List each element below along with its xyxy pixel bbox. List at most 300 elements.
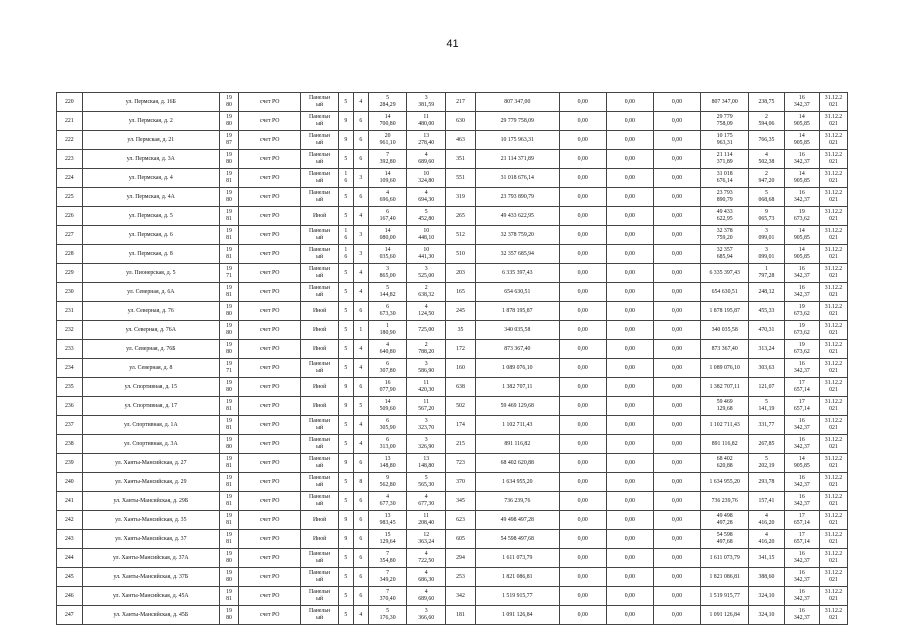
cell-cost-regional: 0,00: [606, 587, 653, 606]
cell-total-area: 1 180,90: [368, 321, 407, 340]
cell-total-cost: 32 357 685,94: [476, 245, 560, 264]
cell-floors: 5: [338, 587, 353, 606]
cell-floors: 1 6: [338, 226, 353, 245]
cell-row-number: 226: [57, 207, 83, 226]
cell-cost-per-sqm: 341,15: [749, 549, 784, 568]
cell-max-cost-per-sqm: 16 342,37: [784, 587, 819, 606]
cell-cost-per-sqm: 157,41: [749, 492, 784, 511]
cell-address: ул. Ханты-Мансийская, д. 45А: [82, 587, 219, 606]
cell-wall-material: Иной: [301, 397, 339, 416]
cell-total-cost: 736 239,76: [476, 492, 560, 511]
cell-fund-method: счет РО: [239, 150, 301, 169]
cell-cost-regional: 0,00: [606, 150, 653, 169]
cell-max-cost-per-sqm: 16 342,37: [784, 568, 819, 587]
cell-deadline: 31.12.2 021: [820, 511, 848, 530]
cell-max-cost-per-sqm: 19 673,62: [784, 302, 819, 321]
cell-total-cost: 31 018 676,14: [476, 169, 560, 188]
cell-deadline: 31.12.2 021: [820, 340, 848, 359]
cell-residents: 174: [446, 416, 476, 435]
cell-cost-federal: 0,00: [559, 416, 606, 435]
cell-deadline: 31.12.2 021: [820, 454, 848, 473]
cell-row-number: 235: [57, 378, 83, 397]
cell-total-cost: 68 402 620,88: [476, 454, 560, 473]
cell-cost-owners: 873 367,40: [701, 340, 749, 359]
cell-wall-material: Иной: [301, 378, 339, 397]
cell-wall-material: Иной: [301, 511, 339, 530]
cell-deadline: 31.12.2 021: [820, 283, 848, 302]
cell-cost-per-sqm: 293,78: [749, 473, 784, 492]
cell-row-number: 236: [57, 397, 83, 416]
cell-floors: 5: [338, 302, 353, 321]
cell-total-area: 5 284,29: [368, 93, 407, 112]
cell-address: ул. Пермская, д. 4: [82, 169, 219, 188]
cell-year-built: 19 71: [219, 359, 238, 378]
cell-residents: 345: [446, 492, 476, 511]
table-row: [57, 473, 848, 492]
cell-living-area: 4 686,30: [407, 568, 446, 587]
cell-total-cost: 29 779 758,09: [476, 112, 560, 131]
cell-year-built: 19 80: [219, 435, 238, 454]
cell-fund-method: счет РО: [239, 359, 301, 378]
cell-floors: 5: [338, 416, 353, 435]
cell-row-number: 244: [57, 549, 83, 568]
cell-wall-material: Панельн ый: [301, 473, 339, 492]
cell-cost-owners: 31 018 676,14: [701, 169, 749, 188]
cell-row-number: 232: [57, 321, 83, 340]
cell-cost-federal: 0,00: [559, 549, 606, 568]
cell-address: ул. Пермская, д. 6: [82, 226, 219, 245]
cell-fund-method: счет РО: [239, 549, 301, 568]
cell-deadline: 31.12.2 021: [820, 131, 848, 150]
table-row: [57, 359, 848, 378]
cell-residents: 245: [446, 302, 476, 321]
cell-deadline: 31.12.2 021: [820, 169, 848, 188]
cell-cost-local: 0,00: [653, 245, 700, 264]
cell-deadline: 31.12.2 021: [820, 150, 848, 169]
cell-cost-local: 0,00: [653, 169, 700, 188]
cell-max-cost-per-sqm: 16 342,37: [784, 549, 819, 568]
cell-row-number: 229: [57, 264, 83, 283]
cell-fund-method: счет РО: [239, 416, 301, 435]
cell-deadline: 31.12.2 021: [820, 245, 848, 264]
cell-max-cost-per-sqm: 14 905,85: [784, 245, 819, 264]
cell-row-number: 240: [57, 473, 83, 492]
cell-cost-local: 0,00: [653, 283, 700, 302]
cell-deadline: 31.12.2 021: [820, 530, 848, 549]
cell-total-cost: 654 630,51: [476, 283, 560, 302]
cell-address: ул. Спортивная, д. 17: [82, 397, 219, 416]
cell-total-cost: 1 091 126,84: [476, 606, 560, 625]
cell-cost-federal: 0,00: [559, 207, 606, 226]
cell-fund-method: счет РО: [239, 264, 301, 283]
cell-year-built: 19 81: [219, 473, 238, 492]
cell-cost-regional: 0,00: [606, 359, 653, 378]
cell-entrances: 6: [353, 112, 368, 131]
cell-cost-local: 0,00: [653, 568, 700, 587]
cell-residents: 605: [446, 530, 476, 549]
table-row: [57, 264, 848, 283]
cell-residents: 463: [446, 131, 476, 150]
cell-address: ул. Ханты-Мансийская, д. 37Б: [82, 568, 219, 587]
cell-total-area: 13 983,45: [368, 511, 407, 530]
cell-year-built: 19 81: [219, 207, 238, 226]
cell-total-area: 7 354,80: [368, 549, 407, 568]
cell-year-built: 19 81: [219, 530, 238, 549]
cell-entrances: 6: [353, 131, 368, 150]
cell-row-number: 222: [57, 131, 83, 150]
cell-address: ул. Ханты-Мансийская, д. 29: [82, 473, 219, 492]
cell-entrances: 6: [353, 188, 368, 207]
cell-wall-material: Иной: [301, 207, 339, 226]
cell-total-area: 14 109,60: [368, 169, 407, 188]
cell-floors: 9: [338, 397, 353, 416]
cell-cost-owners: 891 116,82: [701, 435, 749, 454]
cell-total-area: 14 035,60: [368, 245, 407, 264]
cell-cost-owners: 59 469 129,68: [701, 397, 749, 416]
table-row: [57, 378, 848, 397]
cell-entrances: 3: [353, 226, 368, 245]
cell-year-built: 19 80: [219, 568, 238, 587]
cell-floors: 5: [338, 93, 353, 112]
cell-year-built: 19 80: [219, 321, 238, 340]
cell-total-area: 14 509,60: [368, 397, 407, 416]
cell-cost-local: 0,00: [653, 435, 700, 454]
cell-residents: 160: [446, 359, 476, 378]
cell-deadline: 31.12.2 021: [820, 226, 848, 245]
cell-year-built: 19 81: [219, 454, 238, 473]
cell-deadline: 31.12.2 021: [820, 549, 848, 568]
cell-address: ул. Спортивная, д. 1А: [82, 416, 219, 435]
cell-max-cost-per-sqm: 17 657,14: [784, 511, 819, 530]
cell-year-built: 19 80: [219, 302, 238, 321]
cell-cost-regional: 0,00: [606, 131, 653, 150]
cell-entrances: 3: [353, 169, 368, 188]
cell-total-area: 6 313,00: [368, 435, 407, 454]
cell-row-number: 223: [57, 150, 83, 169]
cell-total-area: 4 677,30: [368, 492, 407, 511]
cell-wall-material: Панельн ый: [301, 416, 339, 435]
cell-cost-per-sqm: 1 797,28: [749, 264, 784, 283]
cell-cost-federal: 0,00: [559, 131, 606, 150]
cell-cost-federal: 0,00: [559, 435, 606, 454]
cell-cost-local: 0,00: [653, 416, 700, 435]
cell-cost-regional: 0,00: [606, 207, 653, 226]
cell-address: ул. Северная, д. 76: [82, 302, 219, 321]
cell-entrances: 4: [353, 435, 368, 454]
cell-living-area: 13 148,80: [407, 454, 446, 473]
cell-total-cost: 1 878 195,87: [476, 302, 560, 321]
cell-entrances: 4: [353, 340, 368, 359]
cell-total-cost: 32 378 759,20: [476, 226, 560, 245]
table-row: [57, 454, 848, 473]
cell-entrances: 6: [353, 150, 368, 169]
cell-deadline: 31.12.2 021: [820, 587, 848, 606]
cell-entrances: 4: [353, 283, 368, 302]
cell-cost-owners: 1 878 195,87: [701, 302, 749, 321]
cell-cost-regional: 0,00: [606, 245, 653, 264]
cell-cost-federal: 0,00: [559, 568, 606, 587]
cell-address: ул. Пермская, д. 3А: [82, 150, 219, 169]
cell-deadline: 31.12.2 021: [820, 207, 848, 226]
cell-total-area: 5 176,30: [368, 606, 407, 625]
cell-total-area: 14 080,00: [368, 226, 407, 245]
cell-total-cost: 340 035,58: [476, 321, 560, 340]
cell-living-area: 10 324,80: [407, 169, 446, 188]
cell-year-built: 19 81: [219, 169, 238, 188]
cell-cost-owners: 6 335 397,43: [701, 264, 749, 283]
cell-wall-material: Панельн ый: [301, 454, 339, 473]
cell-address: ул. Ханты-Мансийская, д. 29Б: [82, 492, 219, 511]
table-body: [57, 93, 848, 625]
cell-address: ул. Ханты-Мансийская, д. 37А: [82, 549, 219, 568]
cell-cost-local: 0,00: [653, 131, 700, 150]
cell-cost-federal: 0,00: [559, 397, 606, 416]
housing-repair-table: [56, 92, 848, 625]
cell-address: ул. Ханты-Мансийская, д. 45Б: [82, 606, 219, 625]
cell-total-area: 13 148,80: [368, 454, 407, 473]
cell-living-area: 10 448,10: [407, 226, 446, 245]
cell-wall-material: Панельн ый: [301, 606, 339, 625]
cell-total-cost: 1 382 707,11: [476, 378, 560, 397]
cell-residents: 512: [446, 226, 476, 245]
cell-address: ул. Северная, д. 76Б: [82, 340, 219, 359]
cell-cost-per-sqm: 248,12: [749, 283, 784, 302]
cell-wall-material: Панельн ый: [301, 587, 339, 606]
cell-address: ул. Северная, д. 76А: [82, 321, 219, 340]
cell-total-cost: 49 498 497,28: [476, 511, 560, 530]
cell-residents: 370: [446, 473, 476, 492]
cell-living-area: 11 420,30: [407, 378, 446, 397]
cell-year-built: 19 81: [219, 511, 238, 530]
cell-entrances: 4: [353, 93, 368, 112]
cell-living-area: 4 124,50: [407, 302, 446, 321]
cell-total-cost: 6 335 397,43: [476, 264, 560, 283]
cell-residents: 165: [446, 283, 476, 302]
cell-floors: 5: [338, 283, 353, 302]
cell-cost-federal: 0,00: [559, 93, 606, 112]
cell-address: ул. Спортивная, д. 3А: [82, 435, 219, 454]
cell-floors: 1 6: [338, 245, 353, 264]
cell-cost-regional: 0,00: [606, 492, 653, 511]
cell-cost-per-sqm: 5 202,19: [749, 454, 784, 473]
cell-cost-regional: 0,00: [606, 321, 653, 340]
cell-cost-regional: 0,00: [606, 378, 653, 397]
cell-cost-owners: 340 035,58: [701, 321, 749, 340]
cell-residents: 510: [446, 245, 476, 264]
cell-cost-federal: 0,00: [559, 530, 606, 549]
cell-total-area: 7 392,80: [368, 150, 407, 169]
cell-cost-regional: 0,00: [606, 93, 653, 112]
cell-cost-federal: 0,00: [559, 511, 606, 530]
cell-year-built: 19 80: [219, 150, 238, 169]
cell-cost-federal: 0,00: [559, 112, 606, 131]
cell-cost-per-sqm: 303,63: [749, 359, 784, 378]
cell-deadline: 31.12.2 021: [820, 302, 848, 321]
cell-cost-regional: 0,00: [606, 549, 653, 568]
cell-cost-owners: 1 634 955,20: [701, 473, 749, 492]
cell-living-area: 12 363,24: [407, 530, 446, 549]
cell-fund-method: счет РО: [239, 587, 301, 606]
cell-max-cost-per-sqm: 16 342,37: [784, 606, 819, 625]
cell-cost-regional: 0,00: [606, 397, 653, 416]
cell-cost-per-sqm: 455,33: [749, 302, 784, 321]
cell-cost-federal: 0,00: [559, 454, 606, 473]
cell-wall-material: Панельн ый: [301, 131, 339, 150]
cell-row-number: 237: [57, 416, 83, 435]
cell-entrances: 6: [353, 454, 368, 473]
cell-deadline: 31.12.2 021: [820, 378, 848, 397]
cell-year-built: 19 80: [219, 549, 238, 568]
cell-year-built: 19 81: [219, 492, 238, 511]
cell-year-built: 19 71: [219, 264, 238, 283]
cell-cost-per-sqm: 5 141,19: [749, 397, 784, 416]
cell-cost-regional: 0,00: [606, 454, 653, 473]
cell-floors: 5: [338, 435, 353, 454]
cell-wall-material: Панельн ый: [301, 283, 339, 302]
cell-max-cost-per-sqm: 17 657,14: [784, 530, 819, 549]
cell-total-area: 6 305,90: [368, 416, 407, 435]
cell-floors: 9: [338, 530, 353, 549]
cell-fund-method: счет РО: [239, 473, 301, 492]
cell-row-number: 224: [57, 169, 83, 188]
cell-fund-method: счет РО: [239, 93, 301, 112]
cell-row-number: 228: [57, 245, 83, 264]
cell-cost-regional: 0,00: [606, 473, 653, 492]
cell-row-number: 220: [57, 93, 83, 112]
table-row: [57, 226, 848, 245]
cell-floors: 9: [338, 454, 353, 473]
cell-entrances: 4: [353, 264, 368, 283]
cell-total-cost: 10 175 963,31: [476, 131, 560, 150]
cell-residents: 217: [446, 93, 476, 112]
cell-total-area: 15 129,64: [368, 530, 407, 549]
cell-cost-federal: 0,00: [559, 378, 606, 397]
cell-entrances: 6: [353, 302, 368, 321]
cell-row-number: 241: [57, 492, 83, 511]
cell-residents: 623: [446, 511, 476, 530]
cell-year-built: 19 81: [219, 587, 238, 606]
cell-max-cost-per-sqm: 19 673,62: [784, 340, 819, 359]
cell-entrances: 3: [353, 245, 368, 264]
cell-residents: 203: [446, 264, 476, 283]
cell-floors: 5: [338, 207, 353, 226]
cell-cost-federal: 0,00: [559, 188, 606, 207]
cell-floors: 5: [338, 359, 353, 378]
table-row: [57, 492, 848, 511]
cell-living-area: 2 638,32: [407, 283, 446, 302]
cell-residents: 630: [446, 112, 476, 131]
cell-living-area: 5 452,80: [407, 207, 446, 226]
cell-residents: 502: [446, 397, 476, 416]
table-row: [57, 606, 848, 625]
cell-cost-federal: 0,00: [559, 587, 606, 606]
cell-fund-method: счет РО: [239, 321, 301, 340]
cell-floors: 5: [338, 473, 353, 492]
cell-cost-local: 0,00: [653, 207, 700, 226]
cell-total-cost: 807 347,00: [476, 93, 560, 112]
cell-wall-material: Панельн ый: [301, 264, 339, 283]
cell-row-number: 230: [57, 283, 83, 302]
table-row: [57, 245, 848, 264]
cell-total-cost: 1 821 086,81: [476, 568, 560, 587]
cell-total-area: 9 562,80: [368, 473, 407, 492]
cell-total-cost: 54 598 497,68: [476, 530, 560, 549]
cell-total-area: 5 144,82: [368, 283, 407, 302]
cell-residents: 319: [446, 188, 476, 207]
cell-living-area: 3 586,90: [407, 359, 446, 378]
cell-total-area: 4 696,60: [368, 188, 407, 207]
cell-fund-method: счет РО: [239, 454, 301, 473]
cell-address: ул. Северная, д. 6А: [82, 283, 219, 302]
cell-residents: 638: [446, 378, 476, 397]
cell-cost-local: 0,00: [653, 587, 700, 606]
cell-year-built: 19 80: [219, 93, 238, 112]
cell-fund-method: счет РО: [239, 302, 301, 321]
table-row: [57, 340, 848, 359]
cell-cost-regional: 0,00: [606, 283, 653, 302]
cell-row-number: 242: [57, 511, 83, 530]
cell-wall-material: Иной: [301, 321, 339, 340]
cell-max-cost-per-sqm: 16 342,37: [784, 150, 819, 169]
cell-total-area: 16 077,90: [368, 378, 407, 397]
cell-cost-regional: 0,00: [606, 416, 653, 435]
cell-cost-regional: 0,00: [606, 264, 653, 283]
cell-residents: 253: [446, 568, 476, 587]
cell-max-cost-per-sqm: 16 342,37: [784, 473, 819, 492]
cell-max-cost-per-sqm: 17 657,14: [784, 378, 819, 397]
cell-row-number: 234: [57, 359, 83, 378]
cell-cost-owners: 49 498 497,28: [701, 511, 749, 530]
cell-cost-regional: 0,00: [606, 188, 653, 207]
cell-fund-method: счет РО: [239, 568, 301, 587]
cell-total-area: 3 865,00: [368, 264, 407, 283]
cell-address: ул. Пионерская, д. 5: [82, 264, 219, 283]
cell-cost-per-sqm: 4 416,20: [749, 530, 784, 549]
cell-living-area: 11 208,40: [407, 511, 446, 530]
cell-wall-material: Панельн ый: [301, 549, 339, 568]
cell-deadline: 31.12.2 021: [820, 112, 848, 131]
cell-year-built: 19 80: [219, 188, 238, 207]
cell-floors: 5: [338, 264, 353, 283]
cell-row-number: 225: [57, 188, 83, 207]
table-row: [57, 169, 848, 188]
cell-deadline: 31.12.2 021: [820, 321, 848, 340]
cell-address: ул. Ханты-Мансийская, д. 35: [82, 511, 219, 530]
cell-cost-per-sqm: 3 099,01: [749, 226, 784, 245]
cell-year-built: 19 81: [219, 226, 238, 245]
cell-entrances: 4: [353, 207, 368, 226]
cell-cost-owners: 1 102 711,43: [701, 416, 749, 435]
table-row: [57, 302, 848, 321]
cell-total-cost: 1 089 076,10: [476, 359, 560, 378]
cell-cost-per-sqm: 3 099,01: [749, 245, 784, 264]
cell-total-cost: 59 469 129,68: [476, 397, 560, 416]
cell-fund-method: счет РО: [239, 530, 301, 549]
cell-residents: 35: [446, 321, 476, 340]
cell-residents: 723: [446, 454, 476, 473]
cell-cost-local: 0,00: [653, 302, 700, 321]
cell-cost-regional: 0,00: [606, 112, 653, 131]
cell-year-built: 19 80: [219, 112, 238, 131]
cell-residents: 351: [446, 150, 476, 169]
cell-address: ул. Ханты-Мансийская, д. 37: [82, 530, 219, 549]
table-row: [57, 511, 848, 530]
table-row: [57, 188, 848, 207]
cell-residents: 215: [446, 435, 476, 454]
cell-fund-method: счет РО: [239, 131, 301, 150]
cell-deadline: 31.12.2 021: [820, 435, 848, 454]
cell-living-area: 10 441,30: [407, 245, 446, 264]
